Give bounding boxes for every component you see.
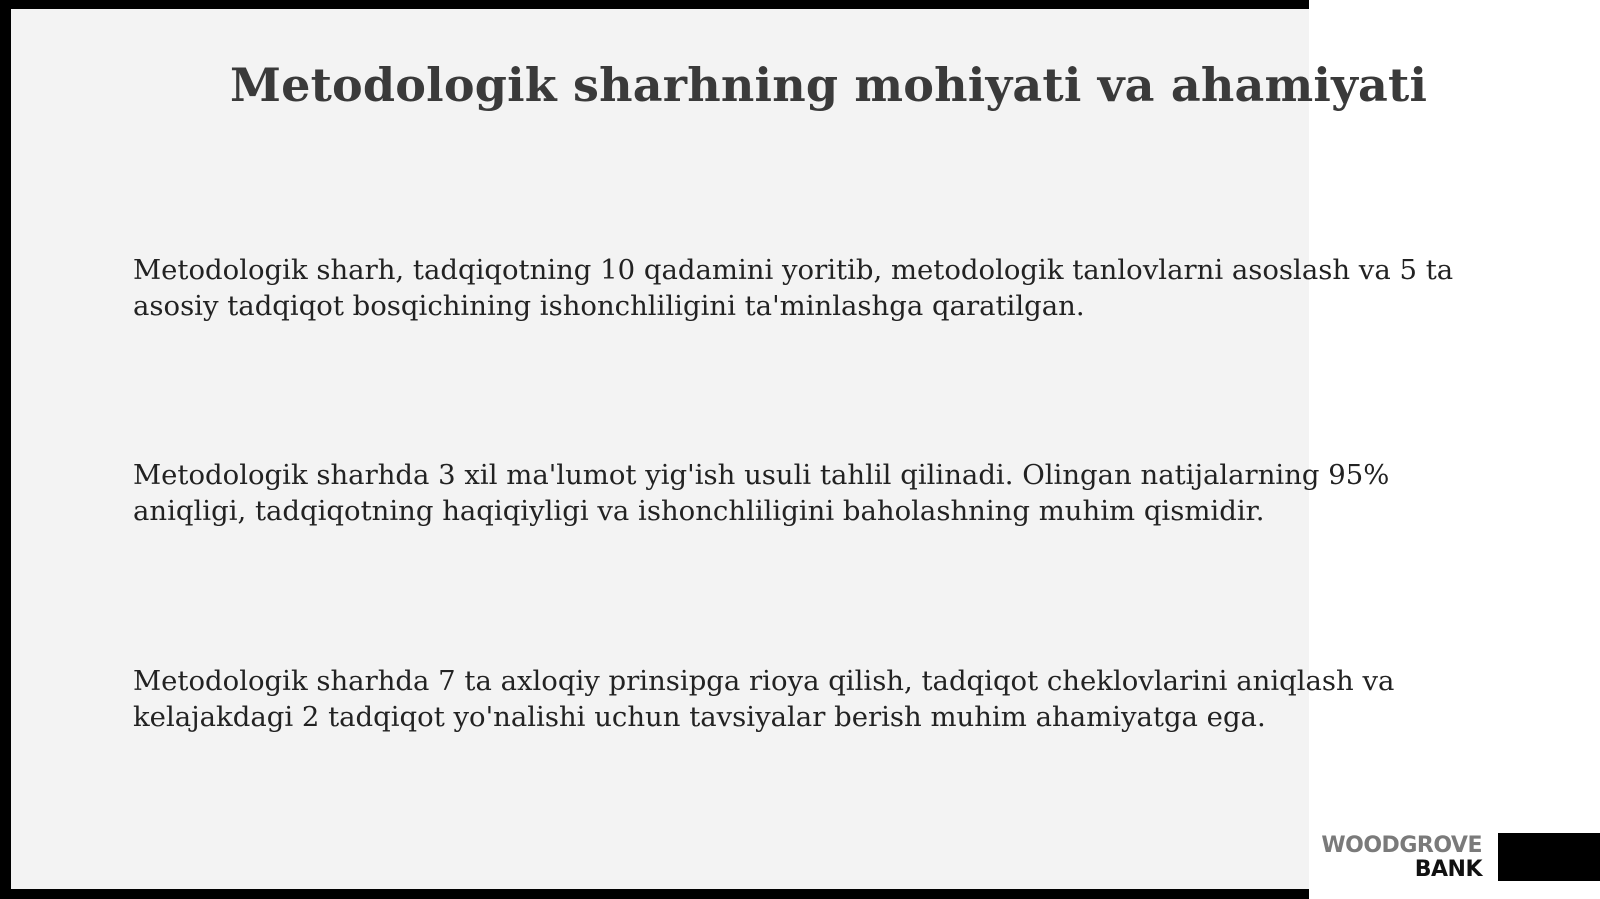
paragraph-2: Metodologik sharhda 3 xil ma'lumot yig'ish usuli tahlil qilinadi. Olingan natijalarning 95% aniqligi, tadqiqotning haqiqiyligi va ishonchliligini baholashning muhim qismidir. <box>133 459 1390 527</box>
corner-black-block <box>1498 833 1600 881</box>
logo-line-bank: BANK <box>1414 857 1482 882</box>
woodgrove-bank-logo <box>1321 834 1482 882</box>
logo-line-woodgrove: WOODGROVE <box>1321 833 1482 858</box>
paragraph-3: Metodologik sharhda 7 ta axloqiy prinsipga rioya qilish, tadqiqot cheklovlarini aniqlash va kelajakdagi 2 tadqiqot yo'nalishi uchun tavsiyalar berish muhim ahamiyatga ega. <box>133 665 1395 733</box>
slide-title: Metodologik sharhning mohiyati va ahamiyati <box>230 58 1428 112</box>
paragraph-1: Metodologik sharh, tadqiqotning 10 qadamini yoritib, metodologik tanlovlarni asoslash va 5 ta asosiy tadqiqot bosqichining ishonchliligini ta'minlashga qaratilgan. <box>133 254 1454 322</box>
content-panel <box>11 9 1309 889</box>
